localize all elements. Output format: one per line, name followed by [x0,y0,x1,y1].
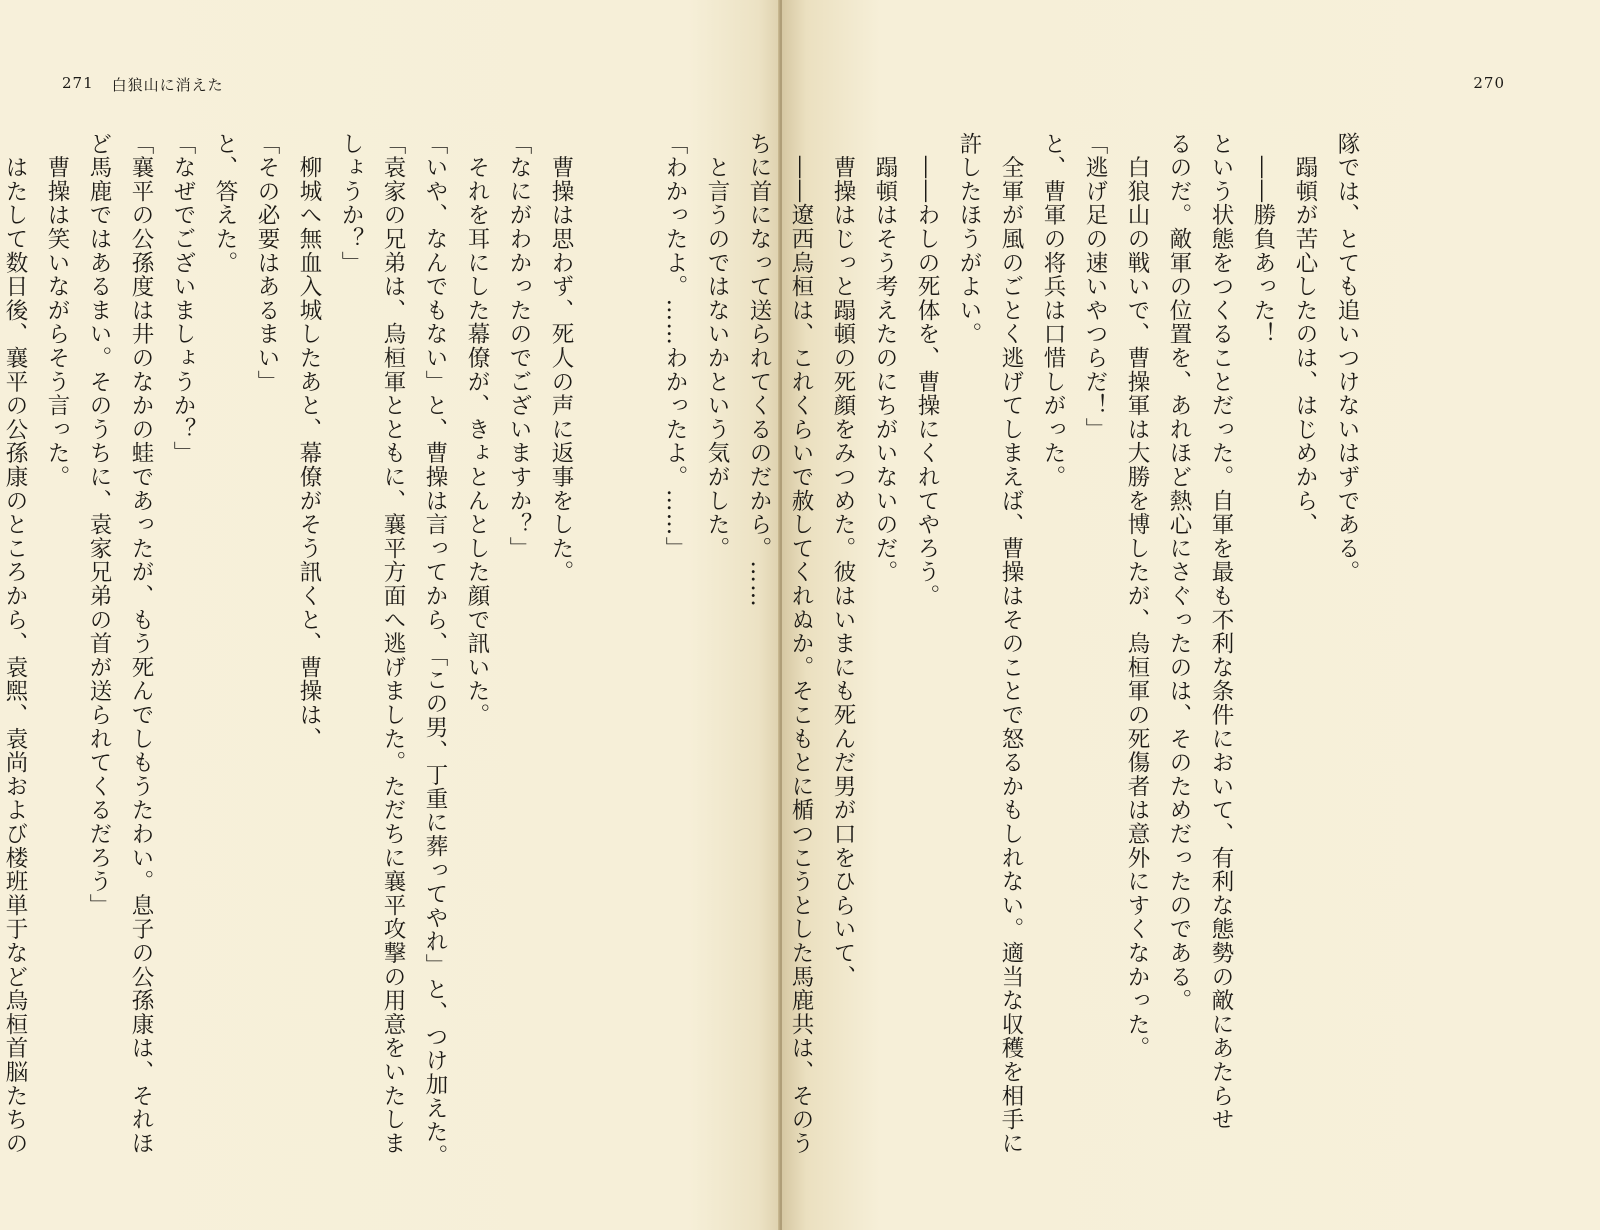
text-line: ちに首になって送られてくるのだから。…… [746,132,772,608]
left-page-body [0,132,582,1172]
text-line: と言うのではないかという気がした。 [704,132,730,561]
text-line: それを耳にした幕僚が、きょとんとした顔で訊いた。 [464,132,490,727]
text-line: 「わかったよ。……わかったよ。……」 [662,132,688,561]
text-line: 柳城へ無血入城したあと、幕僚がそう訊くと、曹操は、 [296,132,322,751]
text-line: るのだ。敵軍の位置を、あれほど熱心にさぐったのは、そのためだったのである。 [1166,132,1192,1013]
text-line: 「なぜでございましょうか？」 [170,132,196,466]
text-line: という状態をつくることだった。自軍を最も不利な条件において、有利な態勢の敵にあたらせ [1208,132,1234,1132]
text-line: 蹋頓が苦心したのは、はじめから、 [1292,132,1318,537]
text-line: 「その必要はあるまい」 [254,132,280,394]
page-number: 271 [62,74,94,92]
text-line: 蹋頓はそう考えたのにちがいないのだ。 [872,132,898,585]
right-page-body [654,132,1368,1172]
text-line: ど馬鹿ではあるまい。そのうちに、袁家兄弟の首が送られてくるだろう」 [86,132,112,918]
text-line: 「いや、なんでもない」と、曹操は言ってから、「この男、丁重に葬ってやれ」と、つけ加えた。 [422,132,448,1168]
text-line: 「なにがわかったのでございますか？」 [506,132,532,561]
text-line: 「襄平の公孫度は井のなかの蛙であったが、もう死んでしもうたわい。息子の公孫康は、それほ [128,132,154,1156]
text-line: 全軍が風のごとく逃げてしまえば、曹操はそのことで怒るかもしれない。適当な収穫を相手に [998,132,1024,1156]
text-line: 曹操はじっと蹋頓の死顔をみつめた。彼はいまにも死んだ男が口をひらいて、 [830,132,856,989]
text-line: 「逃げ足の速いやつらだ！」 [1082,132,1108,442]
text-line: 白狼山の戦いで、曹操軍は大勝を博したが、烏桓軍の死傷者は意外にすくなかった。 [1124,132,1150,1061]
text-line: ――わしの死体を、曹操にくれてやろう。 [914,132,940,608]
text-line: 許したほうがよい。 [956,132,982,347]
left-page-header [62,74,224,95]
right-page [662,0,1600,1230]
text-line: 隊では、とても追いつけないはずである。 [1334,132,1360,585]
right-page-header [1473,74,1505,92]
text-line: 曹操は思わず、死人の声に返事をした。 [548,132,574,585]
page-number: 270 [1473,74,1505,92]
text-line: 「袁家の兄弟は、烏桓軍とともに、襄平方面へ逃げました。ただちに襄平攻撃の用意をいたしま [380,132,406,1156]
text-line: と、答えた。 [212,132,238,275]
text-line: しょうか？」 [338,132,364,275]
text-line: と、曹軍の将兵は口惜しがった。 [1040,132,1066,489]
text-line: はたして数日後、襄平の公孫康のところから、袁煕、袁尚および楼班単于など烏桓首脳たちの [2,132,28,1156]
text-line: 曹操は笑いながらそう言った。 [44,132,70,489]
text-line: ――勝負あった！ [1250,132,1276,347]
running-title: 白狼山に消えた [111,76,224,94]
text-line: ――遼西烏桓は、これくらいで赦してくれぬか。そこもとに楯つこうとした馬鹿共は、そのう [788,132,814,1156]
